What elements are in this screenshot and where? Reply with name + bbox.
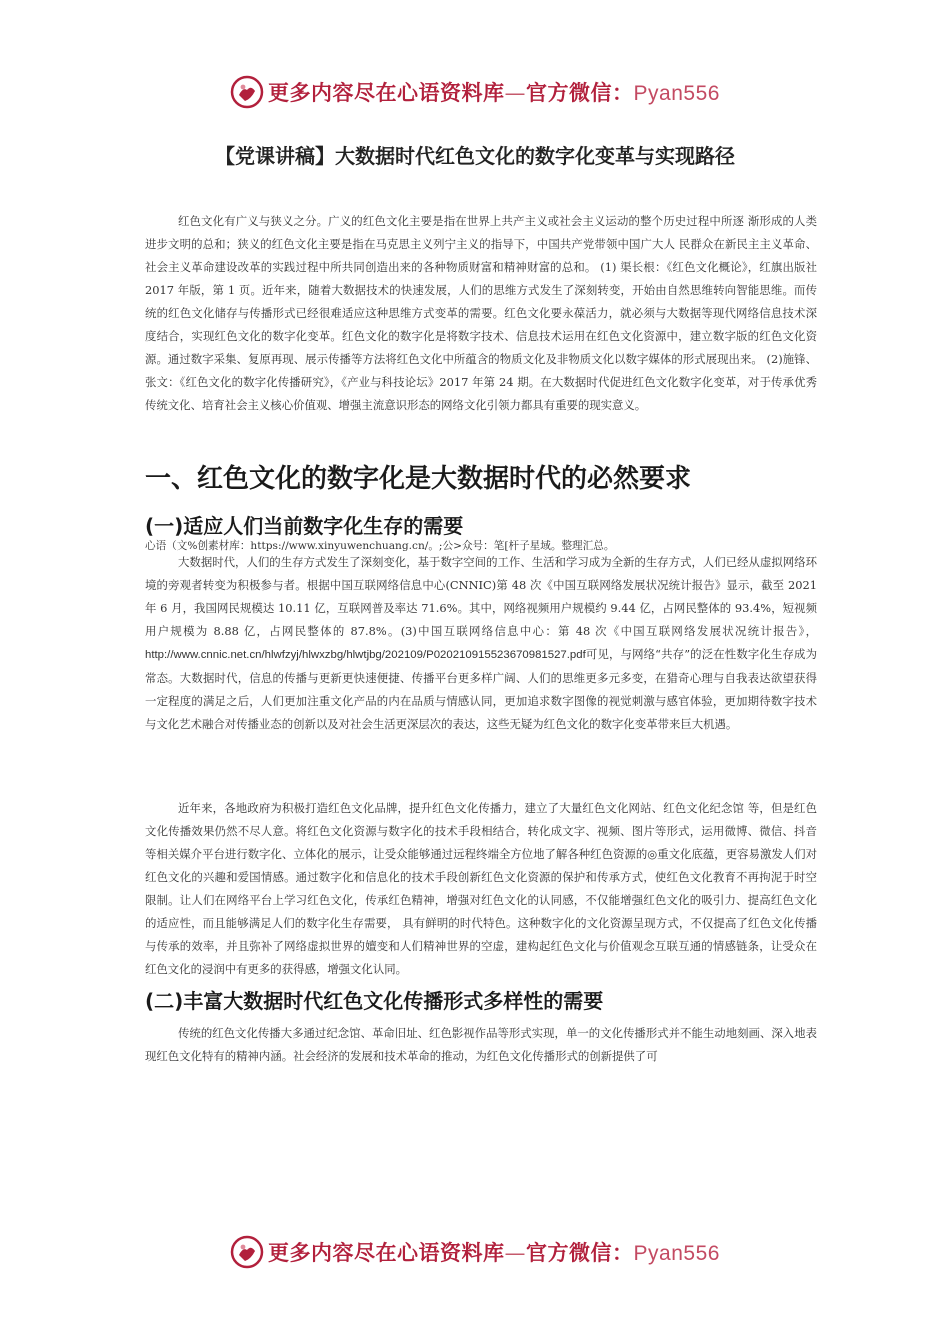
banner-text: 更多内容尽在心语资料库—官方微信：Pyan556	[268, 81, 720, 105]
document-title: 【党课讲稿】大数据时代红色文化的数字化变革与实现路径	[215, 144, 735, 168]
body-paragraph-3: 传统的红色文化传播大多通过纪念馆、革命旧址、红色影视作品等形式实现，单一的文化传播形式并不能生动地刻画、深入地表现红色文化特有的精神内涵。社会经济的发展和技术革命的推动，为红色文化传播形式的创新提供了可	[145, 1026, 817, 1063]
source-note: 心语（文%创素材库：https://www.xinyuwenchuang.cn/。;公>众号：笔[杆子星域。整理汇总。	[145, 540, 615, 552]
hand-heart-logo-icon	[230, 1235, 264, 1269]
section-heading-1: 一、红色文化的数字化是大数据时代的必然要求	[145, 464, 692, 494]
body-paragraph-2: 近年来，各地政府为积极打造红色文化品牌，提升红色文化传播力，建立了大量红色文化网站、红色文化纪念馆 等，但是红色文化传播效果仍然不尽人意。将红色文化资源与数字化的技术手段相结合，转化成文字、视频、图片等形式，运用微博、微信、抖音等相关媒介平台进行数字化、立体化的展示，让受众能够通过远程终端全方位地了解各种红色资源的◎重文化底蕴，更容易激发人们对红色文化的兴趣和爱国情感。通过数字化和信息化的技术手段创新红色文化资源的保护和传承方式，使红色文化教育不再拘泥于时空限制。让人们在网络平台上学习红色文化，传承红色精神，增强对红色文化的认同感，不仅能增强红色文化的吸引力、提高红色文化的适应性，而且能够满足人们的数字化生存需要， 具有鲜明的时代特色。这种数字化的文化资源呈现方式，不仅提高了红色文化传播与传承的效率，并且弥补了网络虚拟世界的嬗变和人们精神世界的空虚，建构起红色文化与价值观念互联互通的情感链条，让受众在红色文化的浸润中有更多的获得感，增强文化认同。	[145, 801, 817, 976]
banner-text: 更多内容尽在心语资料库—官方微信：Pyan556	[268, 1241, 720, 1265]
report-url-link[interactable]: http://www.cnnic.net.cn/hlwfzyj/hlwxzbg/hlwtjbg/202109/P020210915523670981527.pdf	[145, 649, 586, 661]
subsection-heading-2: (二)丰富大数据时代红色文化传播形式多样性的需要	[145, 989, 604, 1013]
top-banner	[0, 72, 950, 112]
bottom-banner	[0, 1232, 950, 1272]
hand-heart-logo-icon	[230, 75, 264, 109]
intro-paragraph: 红色文化有广义与狭义之分。广义的红色文化主要是指在世界上共产主义或社会主义运动的整个历史过程中所逐 渐形成的人类进步文明的总和；狭义的红色文化主要是指在马克思主义列宁主义的指导下，中国共产党带领中国广大人 民群众在新民主主义革命、社会主义革命建设改革的实践过程中所共同创造出来的各种物质财富和精神财富的总和。 (1) 渠长根：《红色文化概论》，红旗出版社 2017 年版，第 1 页。近年来，随着大数据技术的快速发展，人们的思维方式发生了深刻转变，开始由自然思维转向智能思维。而传统的红色文化储存与传播形式已经很难适应这种思维方式变革的需要。红色文化要永葆活力，就必须与大数据等现代网络信息技术深度结合，实现红色文化的数字化变革。红色文化的数字化是将数字技术、信息技术运用在红色文化资源中，建立数字版的红色文化资源。通过数字采集、复原再现、展示传播等方法将红色文化中所蕴含的物质文化及非物质文化以数字媒体的形式展现出来。 (2)施锋、张文：《红色文化的数字化传播研究》，《产业与科技论坛》2017 年第 24 期。在大数据时代促进红色文化数字化变革，对于传承优秀传统文化、培育社会主义核心价值观、增强主流意识形态的网络文化引领力都具有重要的现实意义。	[145, 214, 817, 412]
subsection-heading-1: (一)适应人们当前数字化生存的需要	[145, 514, 464, 538]
body-paragraph-1: 大数据时代，人们的生存方式发生了深刻变化，基于数字空间的工作、生活和学习成为全新的生存方式，人们已经从虚拟网络环境的旁观者转变为积极参与者。根据中国互联网络信息中心(CNNIC)第 48 次《中国互联网络发展状况统计报告》显示，截至 2021 年 6 月，我国网民规模达 10.11 亿，互联网普及率达 71.6%。其中，网络视频用户规模约 9.44 亿，占网民整体的 93.4%，短视频用户规模为 8.88 亿，占网民整体的 87.8%。(3)中国互联网络信息中心：第 48 次《中国互联网络发展状况统计报告》，http://www.cnnic.net.cn/hlwfzyj/hlwxzbg/hlwtjbg/202109/P020210915523670981527.pdf可见，与网络“共存”的泛在性数字化生存成为常态。大数据时代，信息的传播与更新更快速便捷、传播平台更多样广阔、人们的思维更多元多变，在猎奇心理与自我表达欲望获得一定程度的满足之后，人们更加注重文化产品的内在品质与情感认同，更加追求数字图像的视觉刺激与感官体验，更加期待数字技术与文化艺术融合对传播业态的创新以及对社会生活更深层次的表达，这些无疑为红色文化的数字化变革带来巨大机遇。	[145, 555, 817, 731]
